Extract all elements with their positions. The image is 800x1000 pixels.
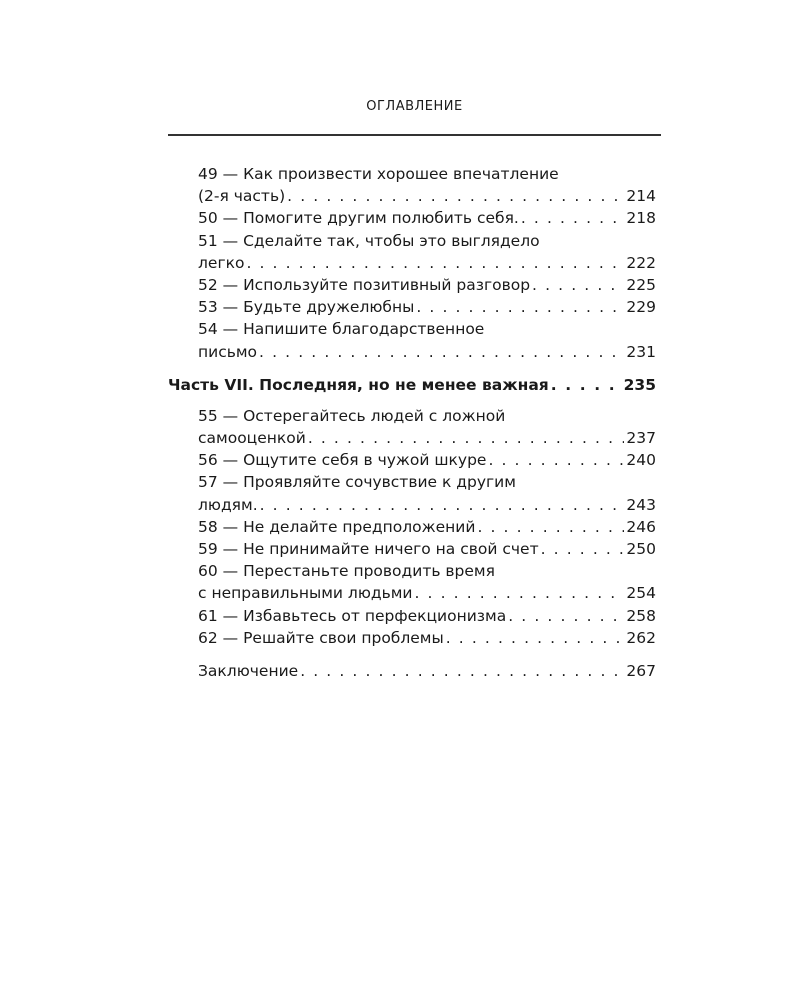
toc-entry-text: 50 — Помогите другим полюбить себя. [198, 209, 519, 228]
toc-entry-49 [168, 163, 656, 207]
toc-entry-51 [168, 230, 656, 274]
toc-page-number: 235 [623, 375, 656, 394]
toc-entry-text: 57 — Проявляйте сочувствие к другим [198, 473, 516, 492]
toc-entry-text: (2-я часть) [198, 187, 286, 206]
toc-page-number: 246 [626, 517, 656, 536]
leader-dots [477, 516, 624, 538]
leader-dots [488, 449, 624, 471]
toc-entry-58 [168, 516, 656, 538]
toc-entry-text: Заключение [198, 662, 299, 681]
toc-page-number: 222 [626, 253, 656, 272]
leader-dots [551, 374, 622, 396]
leader-dots [416, 296, 624, 318]
leader-dots [541, 538, 625, 560]
header-rule [168, 134, 661, 136]
toc-entry-text: 59 — Не принимайте ничего на свой счет [198, 540, 539, 559]
toc-page-number: 240 [626, 451, 656, 470]
toc-entry-conclusion [168, 660, 656, 682]
toc-entry-text: 54 — Напишите благодарственное [198, 320, 485, 339]
leader-dots [446, 627, 625, 649]
toc-entry-text: 61 — Избавьтесь от перфекционизма [198, 606, 507, 625]
toc-page-number: 258 [626, 606, 656, 625]
toc-entry-50 [168, 207, 656, 229]
toc-page-number: 262 [626, 628, 656, 647]
leader-dots [308, 427, 625, 449]
toc-entry-text: 53 — Будьте дружелюбны [198, 298, 415, 317]
part-title: Часть VII. Последняя, но не менее важная [168, 375, 549, 394]
toc-page-number: 254 [626, 584, 656, 603]
toc-entry-62 [168, 627, 656, 649]
toc-entry-55 [168, 405, 656, 449]
toc-entry-text: легко [198, 253, 245, 272]
toc-page-number: 237 [626, 429, 656, 448]
toc-entry-61 [168, 605, 656, 627]
toc-entry-text: 52 — Используйте позитивный разговор [198, 276, 531, 295]
toc-page-number: 229 [626, 298, 656, 317]
running-head: ОГЛАВЛЕНИЕ [366, 99, 463, 114]
leader-dots [287, 185, 624, 207]
toc-entry-text: 56 — Ощутите себя в чужой шкуре [198, 451, 487, 470]
toc-entry-56 [168, 449, 656, 471]
toc-entry-52 [168, 274, 656, 296]
leader-dots [300, 660, 624, 682]
toc-entry-text: 55 — Остерегайтесь людей с ложной [198, 406, 506, 425]
leader-dots [260, 494, 625, 516]
toc-entry-53 [168, 296, 656, 318]
toc-page-number: 214 [626, 187, 656, 206]
toc-page-number: 243 [626, 495, 656, 514]
toc-entry-text: 62 — Решайте свои проблемы [198, 628, 444, 647]
leader-dots [259, 341, 624, 363]
toc-entry-59 [168, 538, 656, 560]
toc-entry-57 [168, 471, 656, 515]
toc-entry-text: с неправильными людьми [198, 584, 413, 603]
toc-entry-text: 49 — Как произвести хорошее впечатление [198, 165, 559, 183]
table-of-contents [168, 163, 656, 682]
leader-dots [508, 605, 624, 627]
toc-entry-text: 51 — Сделайте так, чтобы это выглядело [198, 231, 540, 250]
leader-dots [521, 207, 625, 229]
toc-entry-text: самооценкой [198, 429, 306, 448]
toc-page-number: 231 [626, 342, 656, 361]
toc-entry-60 [168, 560, 656, 604]
leader-dots [414, 582, 624, 604]
toc-page-number: 267 [626, 662, 656, 681]
toc-entry-text: письмо [198, 342, 258, 361]
toc-entry-text: 58 — Не делайте предположений [198, 517, 476, 536]
toc-page-number: 250 [626, 540, 656, 559]
toc-part-heading [168, 374, 656, 396]
toc-page-number: 218 [626, 209, 656, 228]
toc-page-number: 225 [626, 276, 656, 295]
toc-entry-54 [168, 318, 656, 362]
toc-entry-text: людям. [198, 495, 258, 514]
toc-entry-text: 60 — Перестаньте проводить время [198, 562, 495, 581]
leader-dots [532, 274, 624, 296]
leader-dots [246, 252, 624, 274]
